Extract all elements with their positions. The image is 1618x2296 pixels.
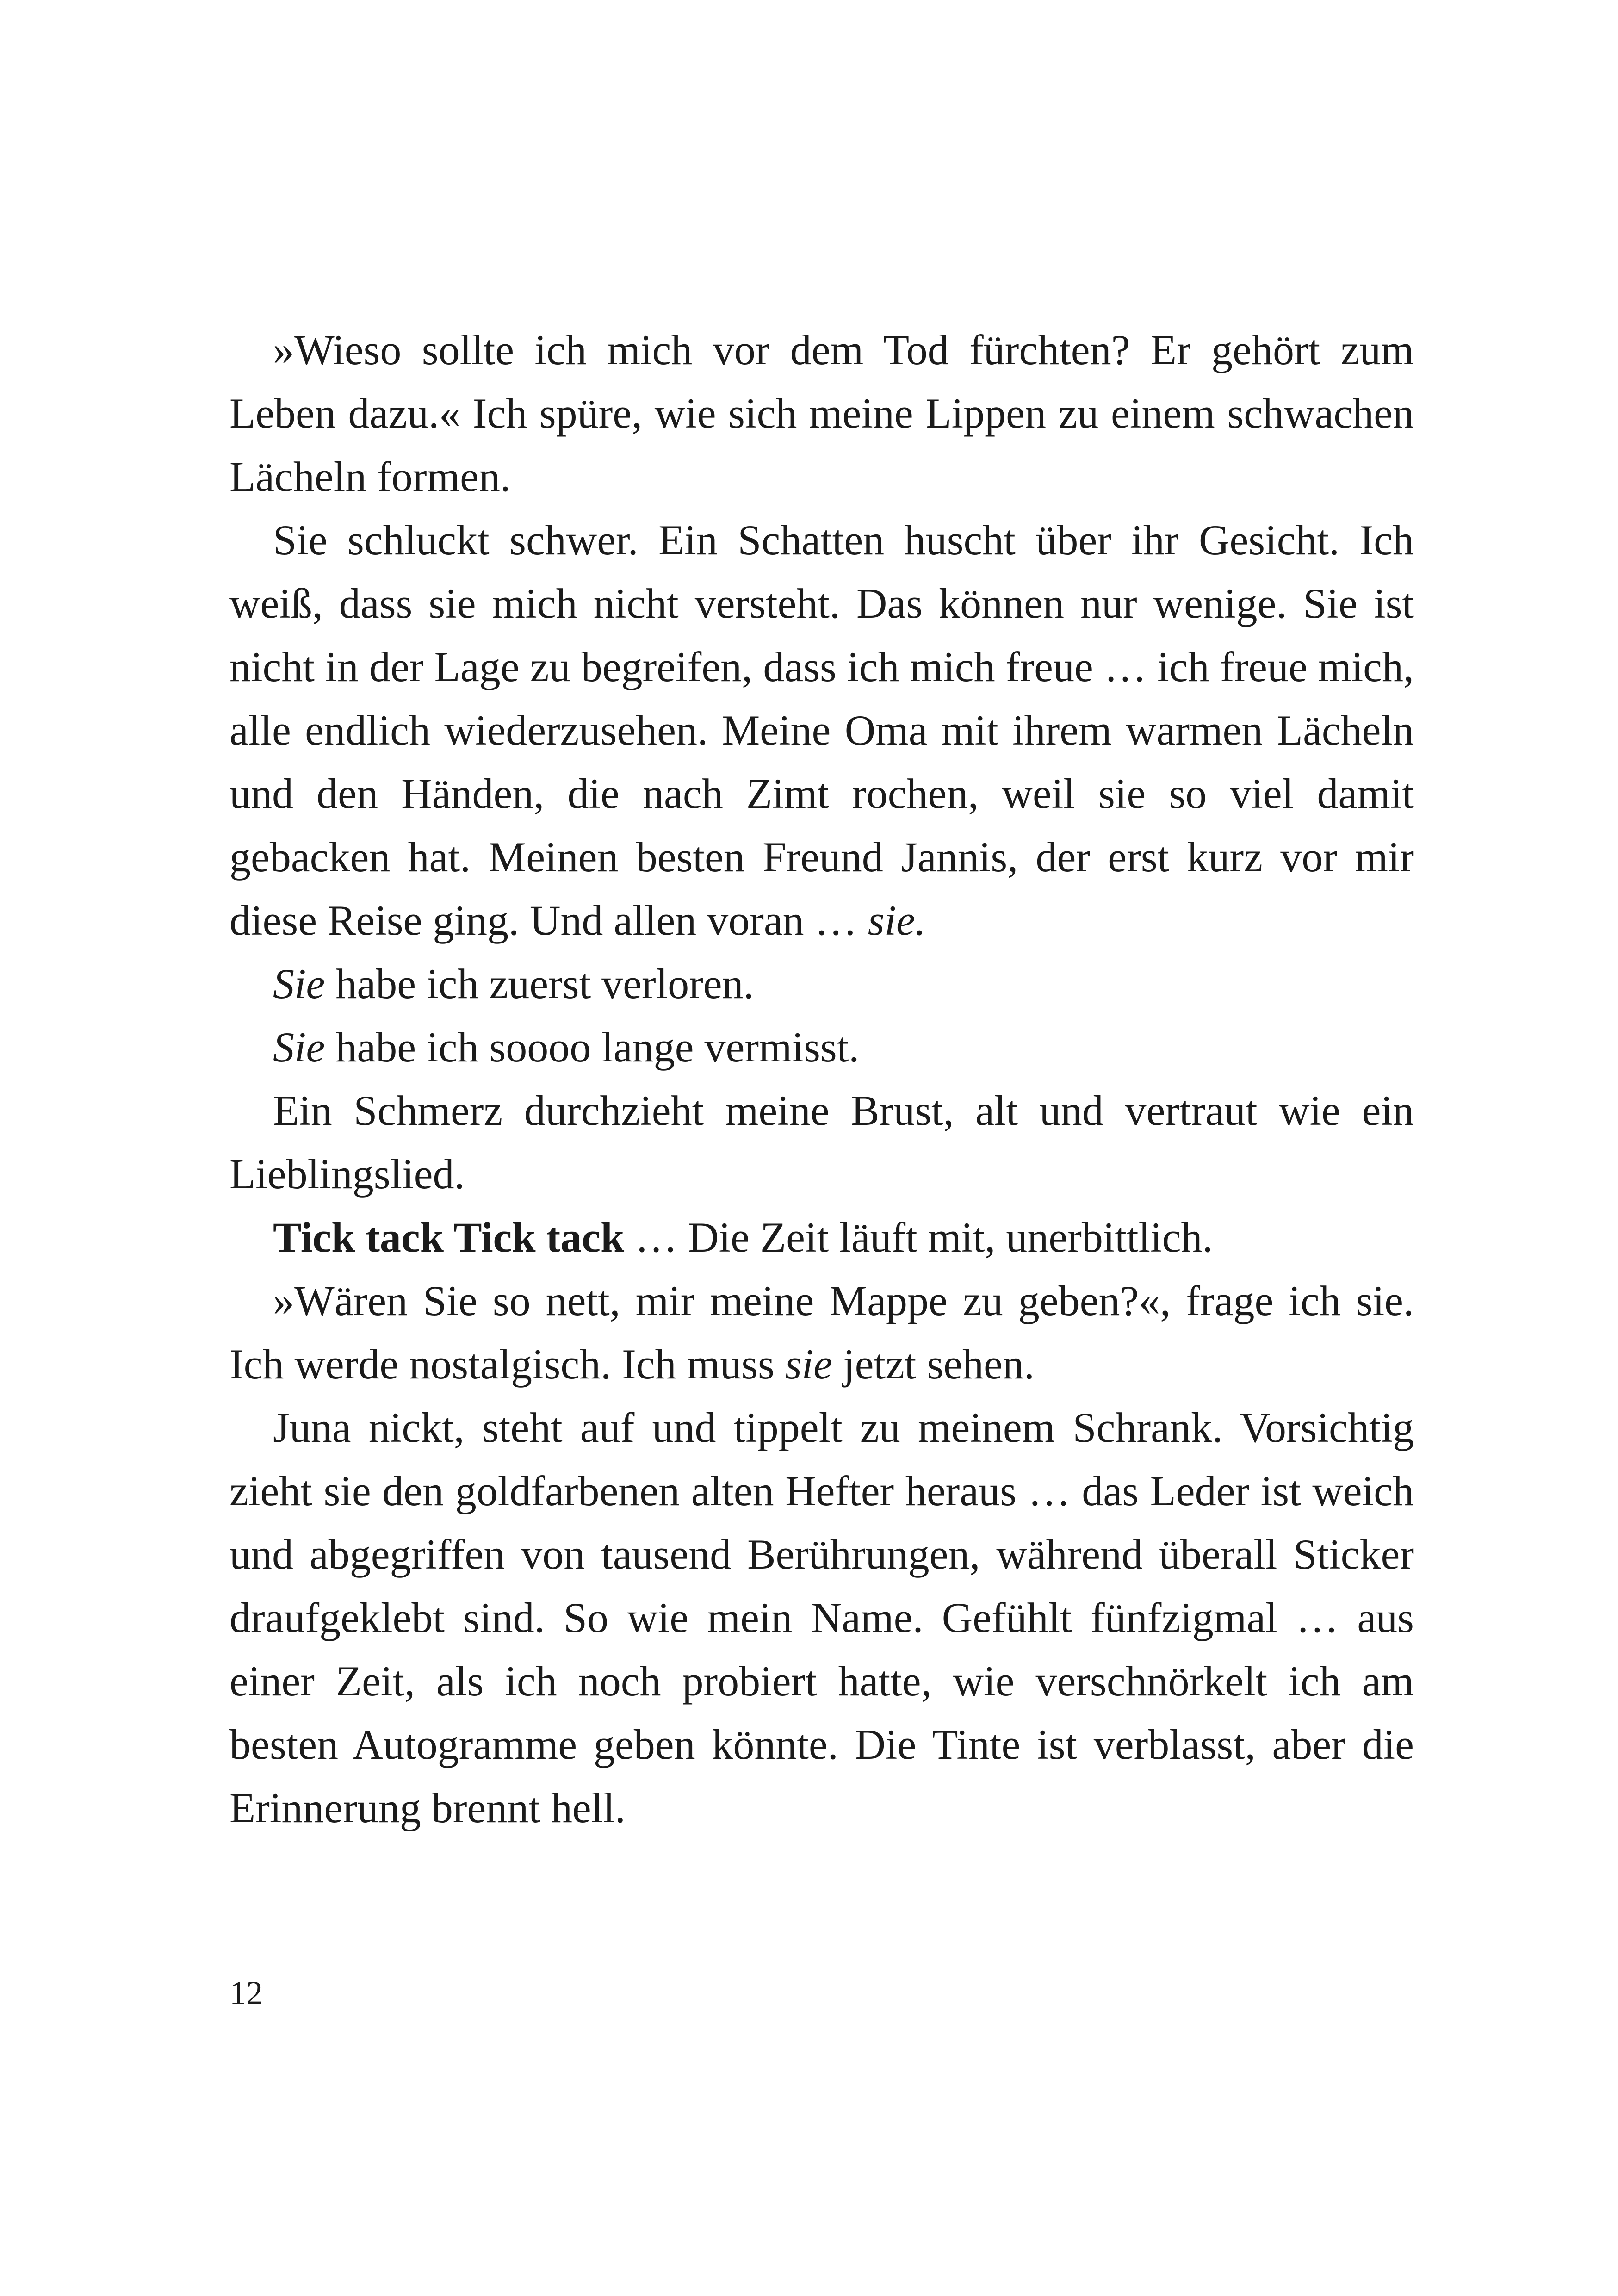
paragraph bbox=[229, 509, 1414, 952]
italic-text-run: sie bbox=[785, 1340, 833, 1388]
text-run: »Wären Sie so nett, mir meine Mappe zu geben?«, frage ich sie. Ich werde nostalgisch. Ich muss bbox=[229, 1277, 1414, 1388]
paragraph bbox=[229, 318, 1414, 509]
paragraph bbox=[229, 1079, 1414, 1206]
paragraph bbox=[229, 1016, 1414, 1079]
page-number: 12 bbox=[229, 1974, 263, 2011]
paragraph bbox=[229, 1396, 1414, 1840]
text-run: habe ich zuerst verloren. bbox=[325, 960, 754, 1007]
paragraph bbox=[229, 1269, 1414, 1396]
text-run: … Die Zeit läuft mit, unerbittlich. bbox=[624, 1214, 1213, 1261]
text-run: Sie schluckt schwer. Ein Schatten huscht über ihr Gesicht. Ich weiß, dass sie mich nicht versteht. Das können nur wenige. Sie ist nicht in der Lage zu begreifen, dass ich mich freue … ich freue mich, alle endlich wiederzusehen. Meine Oma mit ihrem warmen Lächeln und den Händen, die nach Zimt rochen, weil sie so viel damit gebacken hat. Meinen besten Freund Jannis, der erst kurz vor mir diese Reise ging. Und allen voran … bbox=[229, 516, 1414, 944]
paragraph bbox=[229, 952, 1414, 1016]
italic-text-run: Sie bbox=[273, 960, 325, 1007]
text-run: jetzt sehen. bbox=[832, 1340, 1035, 1388]
italic-text-run: sie. bbox=[868, 897, 926, 944]
body-text bbox=[229, 318, 1414, 1840]
text-run: Juna nickt, steht auf und tippelt zu meinem Schrank. Vorsichtig zieht sie den goldfarbenen alten Hefter heraus … das Leder ist weich und abgegriffen von tausend Berührungen, während überall Sticker draufgeklebt sind. So wie mein Name. Gefühlt fünfzigmal … aus einer Zeit, als ich noch probiert hatte, wie verschnörkelt ich am besten Autogramme geben könnte. Die Tinte ist verblasst, aber die Erinnerung brennt hell. bbox=[229, 1404, 1414, 1831]
paragraph bbox=[229, 1206, 1414, 1269]
text-run: »Wieso sollte ich mich vor dem Tod fürchten? Er gehört zum Leben dazu.« Ich spüre, wie sich meine Lippen zu einem schwachen Lächeln formen. bbox=[229, 326, 1414, 500]
text-run: Ein Schmerz durchzieht meine Brust, alt und vertraut wie ein Lieblingslied. bbox=[229, 1087, 1414, 1198]
italic-text-run: Sie bbox=[273, 1024, 325, 1071]
bold-text-run: Tick tack Tick tack bbox=[273, 1214, 625, 1261]
text-run: habe ich soooo lange vermisst. bbox=[325, 1024, 860, 1071]
